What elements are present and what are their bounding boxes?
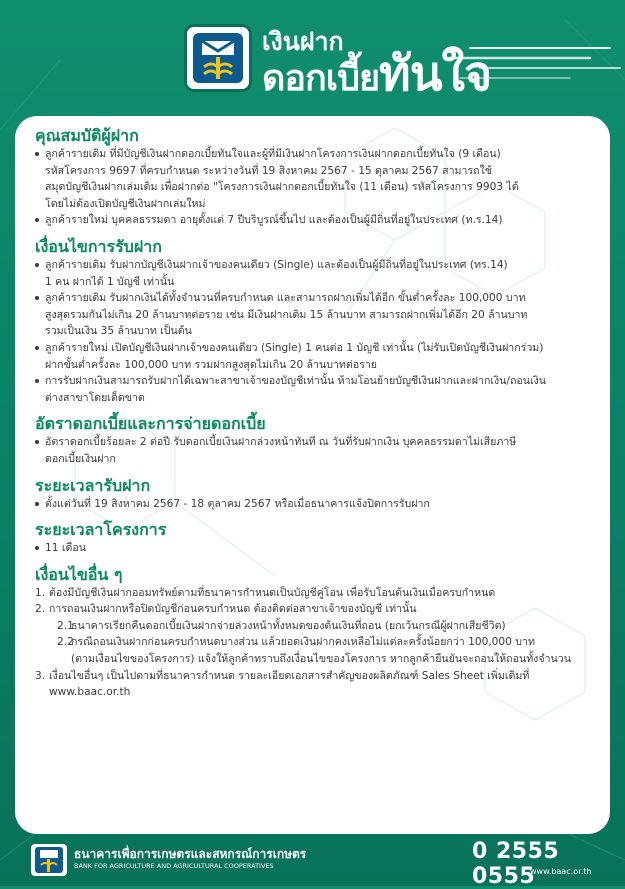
title-line-2-part-b: ทันใจ — [379, 46, 492, 102]
bullet-line: 1 คน ฝากได้ 1 บัญชี เท่านั้น — [45, 275, 175, 288]
section-title: เงื่อนไขการรับฝาก — [35, 236, 162, 256]
item-number: 2. — [35, 603, 46, 616]
title-line-1: เงินฝาก — [262, 27, 344, 56]
item-number: 1. — [35, 586, 46, 599]
numbered-item — [35, 585, 600, 602]
item-line: เงื่อนไขอื่นๆ เป็นไปตามที่ธนาคารกำหนด รายละเอียดเอกสารสำคัญของผลิตภัณฑ์ Sales Sheet เพิ่มเติมที่ — [49, 669, 530, 682]
bullet-line: ลูกค้ารายเดิม รับฝากเงินได้ทั้งจำนวนที่ครบกำหนด และสามารถฝากเพิ่มได้อีก ขั้นต่ำครั้งละ 100,000 บาท — [45, 292, 526, 305]
bullet-line: โดยไม่ต้องเปิดบัญชีเงินฝากเล่มใหม่ — [45, 197, 206, 210]
numbered-item — [35, 601, 600, 618]
bullet-item — [35, 146, 600, 212]
item-line: ต้องมีบัญชีเงินฝากออมทรัพย์ตามที่ธนาคารกำหนดเป็นบัญชีคู่โอน เพื่อรับโอนต้นเงินเมื่อครบกำหนด — [49, 586, 496, 599]
bullet-line: ลูกค้ารายใหม่ บุคคลธรรมดา อายุตั้งแต่ 7 ปีบริบูรณ์ขึ้นไป และต้องเป็นผู้มีถิ่นที่อยู่ในประเทศ (ท.ร.14) — [45, 214, 503, 227]
bullet-line: ลูกค้ารายใหม่ เปิดบัญชีเงินฝากเจ้าของคนเดียว (Single) 1 คนต่อ 1 บัญชี เท่านั้น (ไม่รับเปิดบัญชีเงินฝากร่วม) — [45, 341, 544, 354]
bullet-item — [35, 373, 600, 406]
section-title: เงื่อนไขอื่น ๆ — [35, 564, 123, 584]
section-other-conditions — [35, 565, 600, 701]
section-4 — [35, 520, 600, 557]
bullet-line: รวมเป็นเงิน 35 ล้านบาท เป็นต้น — [45, 325, 192, 338]
footer-logo — [31, 844, 67, 876]
bank-name-english: BANK FOR AGRICULTURE AND AGRICULTURAL COOPERATIVES — [74, 862, 274, 870]
section-title: คุณสมบัติผู้ฝาก — [35, 126, 139, 145]
bullet-item — [35, 434, 600, 467]
section-title: อัตราดอกเบี้ยและการจ่ายดอกเบี้ย — [35, 414, 266, 434]
call-center-phone: 0 2555 0555 — [472, 839, 560, 889]
bullet-item — [35, 290, 600, 340]
item-line[interactable]: www.baac.or.th — [49, 686, 131, 699]
bullet-item — [35, 540, 600, 557]
bullet-line: ตั้งแต่วันที่ 19 สิงหาคม 2567 - 18 ตุลาคม 2567 หรือเมื่อธนาคารแจ้งปิดการรับฝาก — [45, 497, 430, 510]
sub-item-number: 2.1 — [57, 619, 74, 632]
section-0 — [35, 126, 600, 229]
baac-logo-icon — [31, 844, 67, 876]
bank-name-thai: ธนาคารเพื่อการเกษตรและสหกรณ์การเกษตร — [74, 847, 307, 861]
website-link[interactable]: www.baac.or.th — [530, 867, 592, 876]
section-title: ระยะเวลาโครงการ — [35, 520, 167, 540]
section-2 — [35, 414, 600, 467]
bullet-line: ลูกค้ารายเดิม ที่มีบัญชีเงินฝากดอกเบี้ยทันใจและผู้ที่มีเงินฝากโครงการเงินฝากดอกเบี้ยทันใจ (9 เดือน) — [45, 148, 501, 160]
sub-item-number: 2.2 — [57, 636, 74, 649]
bullet-line: สมุดบัญชีเงินฝากเล่มเดิม เพื่อฝากต่อ "โครงการเงินฝากดอกเบี้ยทันใจ (11 เดือน) รหัสโครงการ 9903 ได้ — [45, 181, 519, 194]
bullet-line: อัตราดอกเบี้ยร้อยละ 2 ต่อปี รับดอกเบี้ยเงินฝากล่วงหน้าทันที ณ วันที่รับฝากเงิน บุคคลธรรมดาไม่เสียภาษี — [45, 436, 517, 449]
speed-streaks-decoration — [440, 40, 625, 100]
sub-item-line: กรณีถอนเงินฝากก่อนครบกำหนดบางส่วน แล้วยอดเงินฝากคงเหลือไม่แต่ละครั้งน้อยกว่า 100,000 บาท — [71, 636, 535, 649]
sub-item-line: ธนาคารเรียกคืนดอกเบี้ยเงินฝากจ่ายล่วงหน้าทั้งหมดของต้นเงินที่ถอน (ยกเว้นกรณีผู้ฝากเสียชีวิต) — [71, 619, 506, 632]
baac-logo — [184, 24, 252, 92]
bullet-line: ฝากขั้นต่ำครั้งละ 100,000 บาท รวมฝากสูงสุดไม่เกิน 20 ล้านบาทต่อราย — [45, 358, 377, 371]
item-line: การถอนเงินฝากหรือปิดบัญชีก่อนครบกำหนด ต้องติดต่อสาขาเจ้าของบัญชี เท่านั้น — [49, 603, 417, 616]
sub-item — [35, 634, 600, 667]
footer — [0, 836, 625, 889]
section-title: ระยะเวลารับฝาก — [35, 475, 151, 495]
title-line-2-part-a: ดอกเบี้ย — [262, 58, 380, 99]
bullet-line: สูงสุดรวมกันไม่เกิน 20 ล้านบาทต่อราย เช่น มีเงินฝากเดิม 15 ล้านบาท สามารถฝากเพิ่มได้อีก 20 ล้านบาท — [45, 308, 528, 321]
bullet-line: ดอกเบี้ยเงินฝาก — [45, 452, 116, 465]
bullet-line: ลูกค้ารายเดิม รับฝากบัญชีเงินฝากเจ้าของคนเดียว (Single) และต้องเป็นผู้มีถิ่นที่อยู่ในประเทศ (ทร.14) — [45, 258, 508, 271]
sub-item-line: (ตามเงื่อนไขของโครงการ) แจ้งให้ลูกค้าทราบถึงเงื่อนไขของโครงการ หากลูกค้ายืนยันจะถอนให้ถอนทั้งจำนวน — [71, 653, 571, 666]
sub-item — [35, 618, 600, 635]
conditions-content — [35, 126, 600, 709]
bullet-line: การรับฝากเงินสามารถรับฝากได้เฉพาะสาขาเจ้าของบัญชีเท่านั้น ห้ามโอนย้ายบัญชีเงินฝากและฝากเงิน/ถอนเงิน — [45, 375, 547, 388]
item-number: 3. — [35, 669, 46, 682]
bullet-line: ต่างสาขาโดยเด็ดขาด — [45, 391, 145, 404]
bullet-item — [35, 496, 600, 513]
bullet-line: รหัสโครงการ 9697 ที่ครบกำหนด ระหว่างวันที่ 19 สิงหาคม 2567 - 15 ตุลาคม 2567 สามารถใช้ — [45, 164, 492, 177]
bullet-item — [35, 212, 600, 229]
baac-logo-icon — [187, 27, 249, 89]
conditions-card — [15, 116, 610, 834]
bullet-line: 11 เดือน — [45, 542, 86, 555]
bullet-item — [35, 257, 600, 290]
bullet-item — [35, 340, 600, 373]
section-1 — [35, 237, 600, 406]
section-3 — [35, 476, 600, 513]
header — [0, 0, 625, 110]
numbered-item — [35, 668, 600, 701]
